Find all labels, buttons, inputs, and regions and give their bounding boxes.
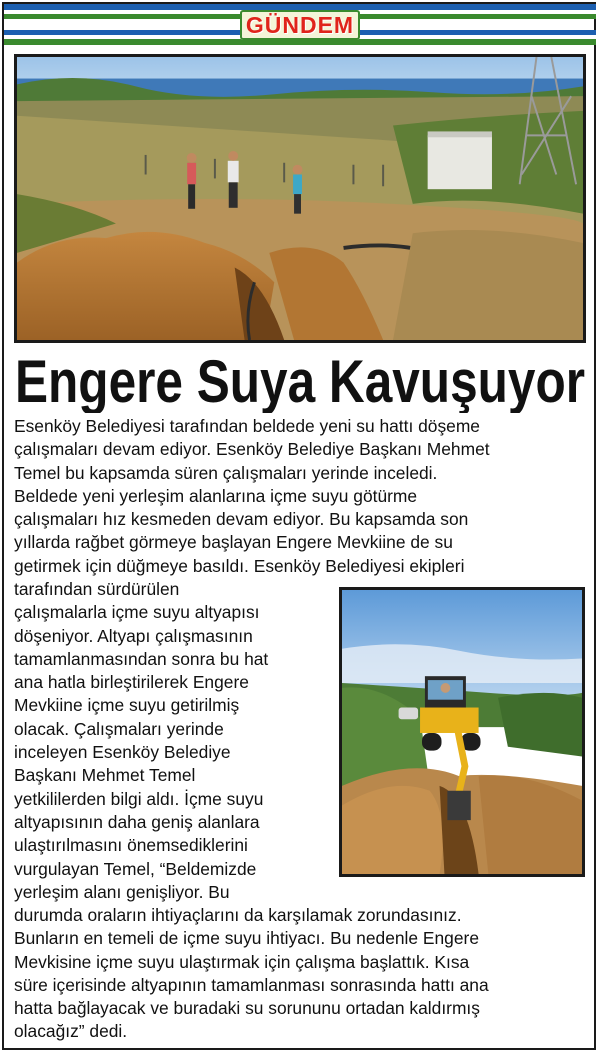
body-line: Başkanı Mehmet Temel [14, 765, 196, 786]
section-banner [4, 4, 596, 44]
body-line: Mevkisine içme suyu ulaştırmak için çalışma başlattık. Kısa [14, 951, 470, 972]
body-line: hatta bağlayacak ve buradaki su sorununu ortadan kaldırmış [14, 998, 480, 1019]
body-line: çalışmaları devam ediyor. Esenköy Belediye Başkanı Mehmet [14, 439, 490, 460]
body-line: yıllarda rağbet görmeye başlayan Engere Mevkiine de su [14, 532, 453, 553]
article-body-narrow [14, 578, 268, 904]
body-line: Mevkiine içme suyu getirilmiş [14, 695, 240, 716]
body-line: altyapısının daha geniş alanlara [14, 811, 260, 832]
side-photo [339, 587, 585, 877]
body-line: yerleşim alanı genişliyor. Bu [14, 881, 230, 902]
body-line: olacağız” dedi. [14, 1021, 128, 1042]
body-line: getirmek için düğmeye basıldı. Esenköy Belediyesi ekipleri [14, 555, 465, 576]
body-line: olacak. Çalışmaları yerinde [14, 718, 224, 739]
body-line: çalışmalarla içme suyu altyapısı [14, 602, 260, 623]
article-body-top [14, 415, 490, 578]
body-line: inceleyen Esenköy Belediye [14, 742, 231, 763]
body-line: süre içerisinde altyapının tamamlanması sonrasında hattı ana [14, 974, 489, 995]
body-line: döşeniyor. Altyapı çalışmasının [14, 625, 253, 646]
body-line: durumda oraların ihtiyaçlarını da karşılamak zorundasınız. [14, 905, 462, 925]
article-headline [12, 345, 588, 413]
section-title: GÜNDEM [4, 12, 596, 38]
body-line: çalışmaları hız kesmeden devam ediyor. Bu kapsamda son [14, 509, 469, 530]
body-line: tamamlanmasından sonra bu hat [14, 648, 269, 669]
body-line: Esenköy Belediyesi tarafından beldede yeni su hattı döşeme [14, 416, 480, 436]
body-line: Beldede yeni yerleşim alanlarına içme suyu götürme [14, 485, 418, 506]
headline-text: Engere Suya Kavuşuyor [15, 348, 585, 413]
article-body-bottom [14, 904, 489, 1044]
body-line: Temel bu kapsamda süren çalışmaları yerinde inceledi. [14, 462, 438, 483]
body-line: yetkililerden bilgi aldı. İçme suyu [14, 788, 264, 809]
body-line: ulaştırılmasını önemsediklerini [14, 835, 248, 856]
body-line: tarafından sürdürülen [14, 579, 180, 599]
body-line: Bunların en temeli de içme suyu ihtiyacı. Bu nedenle Engere [14, 928, 479, 949]
top-photo [14, 54, 586, 343]
body-line: ana hatla birleştirilerek Engere [14, 672, 249, 693]
body-line: vurgulayan Temel, “Beldemizde [14, 858, 257, 879]
